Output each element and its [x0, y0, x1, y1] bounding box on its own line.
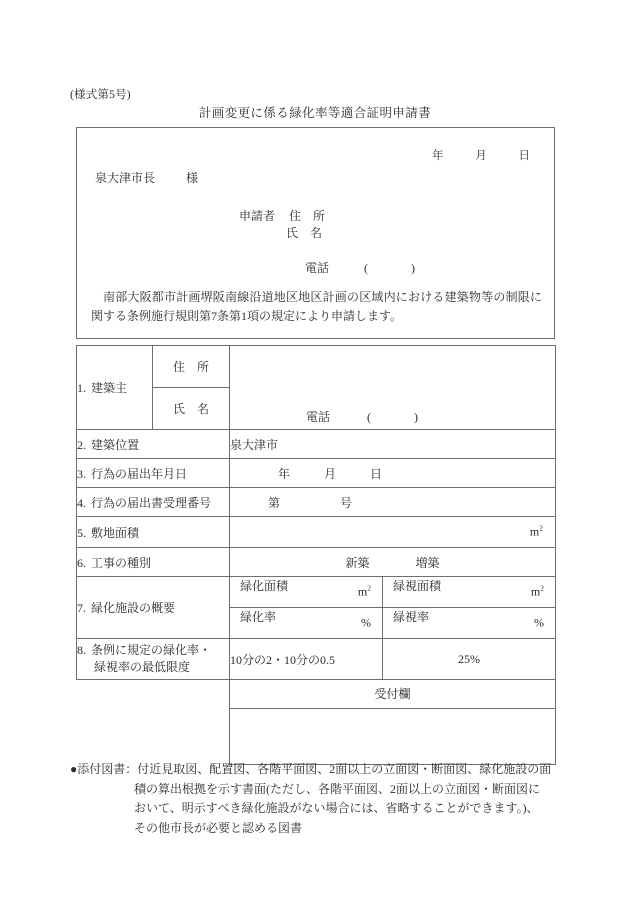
builder-input-area[interactable] [230, 347, 555, 429]
addressee-line [95, 169, 198, 186]
green-view-area-label: 緑視面積 [393, 579, 442, 593]
row5-number: 5. [77, 525, 86, 540]
table-row-reception-header [77, 680, 556, 709]
row4-label-cell [77, 488, 230, 517]
form-number: (様式第5号) [70, 89, 131, 101]
reception-blank-cell[interactable] [230, 709, 556, 765]
reception-header-cell [230, 680, 556, 709]
row5-label-text: 敷地面積 [91, 525, 140, 540]
table-row-reception-area [77, 709, 556, 765]
addressee-name: 泉大津市長 [95, 171, 156, 185]
row3-label-text: 行為の届出年月日 [91, 466, 188, 481]
row7-number: 7. [77, 601, 86, 615]
submission-date-line [432, 147, 530, 163]
green-area-input[interactable] [230, 577, 382, 607]
green-view-rate-input[interactable] [383, 608, 555, 638]
row8-value-left: 10分の2・10分の0.5 [230, 652, 336, 667]
row5-unit-base: m [529, 524, 540, 539]
row7-green-area-cell[interactable] [230, 577, 383, 608]
row2-value-cell[interactable] [230, 430, 556, 459]
builder-paren-close: ) [414, 409, 419, 424]
table-row-receipt-number [77, 488, 556, 517]
green-view-area-unit [531, 585, 544, 600]
applicant-telephone-line [305, 259, 415, 276]
attachment-notes-line-2: 積の算出根拠を示す書面(ただし、各階平面図、2面以上の立面図・断面図に [134, 781, 540, 796]
row3-day-label: 日 [370, 466, 383, 481]
row7-label-cell [77, 577, 230, 639]
row6-value-cell[interactable] [230, 548, 556, 577]
row8-label-line2: 緑視率の最低限度 [94, 660, 191, 674]
green-rate-unit: % [361, 615, 371, 630]
addressee-honorific: 様 [186, 171, 199, 185]
row1-label-cell [77, 346, 153, 430]
green-view-area-input[interactable] [383, 577, 555, 607]
table-row-location [77, 430, 556, 459]
applicant-block [239, 208, 325, 242]
telephone-paren-open: ( [364, 261, 369, 275]
row8-value-left-cell [230, 639, 383, 680]
builder-telephone-label: 電話 [306, 409, 331, 424]
work-type-option-extension[interactable]: 増築 [415, 555, 440, 570]
row7-green-view-area-cell[interactable] [383, 577, 556, 608]
row3-number: 3. [77, 466, 86, 481]
green-rate-label: 緑化率 [240, 610, 277, 624]
row8-label-lines [77, 642, 229, 676]
date-day-label: 日 [518, 150, 530, 162]
row2-label-cell [77, 430, 230, 459]
applicant-label: 申請者 [239, 209, 276, 223]
row8-value-right: 25% [458, 651, 480, 666]
application-details-table [76, 345, 556, 765]
row1-value-cell[interactable] [230, 346, 556, 430]
green-rate-input[interactable] [230, 608, 382, 638]
row8-label-line1: 条例に規定の緑化率・ [91, 643, 212, 657]
row4-label-text: 行為の届出書受理番号 [91, 495, 212, 510]
row1-address-label: 住 所 [172, 359, 209, 374]
telephone-label: 電話 [305, 261, 330, 275]
green-area-unit-base: m [357, 584, 368, 599]
row5-unit-exponent: 2 [539, 523, 543, 533]
row4-prefix: 第 [268, 495, 281, 510]
work-type-option-new[interactable]: 新築 [345, 555, 370, 570]
row8-number: 8. [77, 643, 86, 657]
row1-name-label: 氏 名 [172, 401, 209, 416]
row1-name-label-cell [153, 388, 230, 430]
green-area-unit-exponent: 2 [367, 583, 371, 593]
row8-value-right-cell [383, 639, 556, 680]
green-view-rate-unit: % [534, 615, 544, 630]
green-view-area-unit-base: m [530, 584, 541, 599]
table-row-builder [77, 346, 556, 388]
green-area-unit [358, 585, 371, 600]
row3-label-cell [77, 459, 230, 488]
row5-label-cell [77, 517, 230, 548]
row5-value-cell[interactable] [230, 517, 556, 548]
row7-green-view-rate-cell[interactable] [383, 608, 556, 639]
builder-paren-open: ( [367, 409, 372, 424]
row6-label-text: 工事の種別 [91, 555, 152, 570]
row3-value-cell[interactable] [230, 459, 556, 488]
attachment-notes [70, 760, 565, 838]
builder-telephone-line [306, 408, 418, 425]
row6-number: 6. [77, 555, 86, 570]
reception-header-label: 受付欄 [374, 687, 411, 701]
applicant-name-row [239, 225, 325, 242]
row3-year-label: 年 [278, 466, 291, 481]
row2-number: 2. [77, 437, 86, 452]
row6-label-cell [77, 548, 230, 577]
row2-label-text: 建築位置 [91, 437, 140, 452]
row3-date-fields [230, 465, 555, 482]
row1-label-text: 建築主 [91, 381, 128, 395]
green-view-rate-label: 緑視率 [393, 610, 430, 624]
table-row-notification-date [77, 459, 556, 488]
bullet-icon: ● [70, 762, 78, 776]
row1-address-label-cell [153, 346, 230, 388]
application-statement: 南部大阪都市計画堺阪南線沿道地区地区計画の区域内における建築物等の制限に関する条例施行規則第7条第1項の規定により申請します。 [91, 290, 542, 323]
applicant-header-box [76, 127, 555, 339]
attachment-notes-text-1: 添付図書：付近見取図、配置図、各階平面図、2面以上の立面図・断面図、緑化施設の面 [77, 762, 552, 776]
applicant-name-label: 氏 名 [286, 226, 323, 240]
row4-number: 4. [77, 495, 86, 510]
table-row-site-area [77, 517, 556, 548]
green-view-area-unit-exponent: 2 [540, 583, 544, 593]
date-year-label: 年 [432, 150, 444, 162]
attachment-notes-line-3: おいて、明示すべき緑化施設がない場合には、省略することができます。)、 [134, 801, 539, 815]
date-month-label: 月 [475, 150, 487, 162]
row2-value: 泉大津市 [230, 437, 279, 452]
row5-unit [530, 525, 543, 540]
row4-value-cell[interactable] [230, 488, 556, 517]
reception-empty-left-2 [77, 709, 230, 765]
row7-label-text: 緑化施設の概要 [91, 601, 176, 615]
row7-green-rate-cell[interactable] [230, 608, 383, 639]
green-area-label: 緑化面積 [240, 579, 289, 593]
row4-number-fields [230, 494, 555, 511]
applicant-address-row [239, 208, 325, 225]
row8-label-cell [77, 639, 230, 680]
reception-empty-left-1 [77, 680, 230, 709]
attachment-notes-line-4: その他市長が必要と認める図書 [134, 820, 303, 835]
row4-suffix: 号 [340, 495, 353, 510]
table-row-work-type [77, 548, 556, 577]
row3-month-label: 月 [324, 466, 337, 481]
attachment-notes-line-1 [70, 760, 565, 780]
document-title: 計画変更に係る緑化率等適合証明申請書 [198, 106, 432, 120]
applicant-address-label: 住 所 [289, 209, 326, 223]
table-row-green-facility [77, 577, 556, 608]
telephone-paren-close: ) [411, 261, 416, 275]
table-row-minimum-rate [77, 639, 556, 680]
row1-number: 1. [77, 381, 86, 395]
row5-area-input[interactable] [230, 517, 555, 547]
